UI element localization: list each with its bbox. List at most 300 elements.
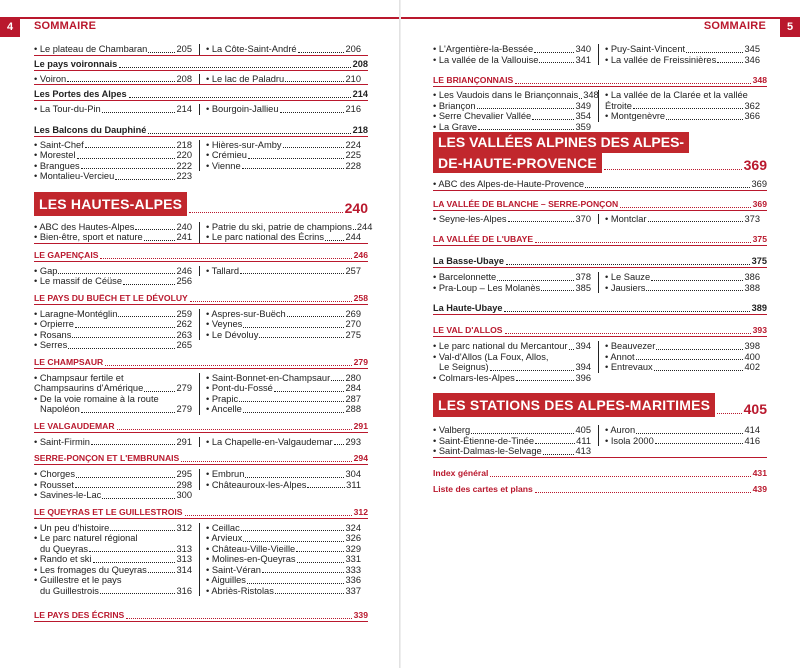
entry-title-line2	[605, 101, 760, 112]
entry-title: • Gap	[34, 265, 58, 276]
toc-entry[interactable]	[433, 283, 591, 294]
column-left	[34, 266, 196, 287]
section-title: Liste des cartes et plans	[433, 483, 533, 494]
section-title: LE PAYS DU BUËCH ET LE DÉVOLUY	[34, 292, 188, 303]
entry-columns	[433, 341, 767, 383]
toc-entry[interactable]	[34, 490, 192, 501]
toc-entry[interactable]	[605, 425, 760, 436]
column-left	[433, 90, 599, 132]
region-alpes-maritimes[interactable]	[433, 393, 767, 417]
entry-page-number: 208	[176, 73, 192, 84]
toc-entry[interactable]	[605, 90, 760, 111]
section-pays-voironnais[interactable]	[34, 59, 368, 70]
column-left	[34, 437, 196, 448]
dot-leader	[77, 158, 176, 159]
index-general-link[interactable]	[433, 468, 767, 479]
toc-entry[interactable]	[34, 171, 192, 182]
section-brianconnais[interactable]	[433, 75, 767, 86]
entry-title: • Prapic	[206, 393, 239, 404]
entry-page-number: 354	[575, 111, 591, 121]
entry-title-line1: • Val-d'Allos (La Foux, Allos,	[433, 351, 549, 362]
dot-leader	[148, 572, 176, 573]
toc-entry[interactable]	[433, 179, 767, 190]
section-title: La Basse-Ubaye	[433, 256, 504, 266]
toc-entry[interactable]	[34, 340, 192, 351]
entry-title: • Pont-du-Fossé	[206, 383, 273, 393]
toc-entry[interactable]	[433, 436, 591, 447]
toc-entry[interactable]	[34, 276, 192, 287]
section-basse-ubaye[interactable]	[433, 256, 767, 267]
section-buech[interactable]	[34, 293, 368, 304]
entry-columns	[433, 214, 767, 225]
entry-page-number: 348	[583, 90, 599, 100]
toc-entry[interactable]	[34, 319, 192, 330]
entry-page-number: 373	[744, 213, 760, 224]
entry-title: • Arvieux	[206, 533, 243, 543]
toc-entry[interactable]	[206, 221, 373, 233]
section-page-number: 339	[353, 610, 368, 620]
entry-page-number: 366	[744, 111, 760, 121]
entry-title: • Veynes	[206, 319, 243, 329]
entry-title: • Ancelle	[206, 404, 242, 414]
section-page-number: 218	[352, 124, 368, 135]
entry-page-number: 336	[345, 575, 361, 585]
dot-leader	[535, 443, 575, 444]
dot-leader	[110, 530, 175, 531]
dot-leader	[239, 401, 344, 402]
region-title-row2	[433, 153, 767, 173]
entry-columns	[34, 74, 368, 85]
entry-title: • Montgenèvre	[605, 111, 666, 121]
column-right	[199, 523, 361, 597]
section-page-number: 439	[752, 483, 767, 494]
toc-entry[interactable]	[605, 283, 760, 294]
dot-leader	[585, 187, 750, 188]
entry-title: • Les fromages du Queyras	[34, 564, 147, 575]
entry-page-number: 300	[176, 490, 192, 500]
section-portes-des-alpes[interactable]	[34, 89, 368, 100]
entry-page-number: 288	[345, 404, 361, 414]
dot-leader	[506, 264, 750, 265]
section-title: LA VALLÉE DE BLANCHE – SERRE-PONÇON	[433, 198, 619, 209]
dot-leader	[646, 290, 743, 291]
toc-entry[interactable]	[34, 161, 192, 172]
toc-entry[interactable]	[34, 232, 192, 243]
section-page-number: 431	[752, 467, 767, 478]
dot-leader	[102, 112, 176, 113]
entry-title: • Hières-sur-Amby	[206, 139, 282, 150]
column-left	[34, 104, 196, 115]
section-vallee-ubaye[interactable]	[433, 234, 767, 245]
right-page	[433, 44, 767, 495]
section-rule	[34, 621, 368, 622]
toc-entry[interactable]	[206, 586, 361, 597]
entry-title: • Barcelonnette	[433, 272, 497, 282]
toc-entry[interactable]	[433, 425, 591, 436]
toc-entry[interactable]	[34, 74, 192, 85]
section-title: Index général	[433, 467, 489, 478]
entry-title-line1: • Guillestre et le pays	[34, 575, 122, 585]
toc-entry[interactable]	[34, 309, 192, 320]
section-valgaudemar[interactable]	[34, 421, 368, 432]
dot-leader	[262, 572, 345, 573]
toc-entry[interactable]	[34, 330, 192, 341]
entry-page-number: 275	[345, 329, 361, 340]
entry-title: • Montalieu-Vercieu	[34, 171, 115, 181]
dot-leader	[283, 147, 345, 148]
toc-entry[interactable]	[34, 469, 192, 480]
entry-columns	[433, 425, 767, 457]
entry-page-number: 398	[744, 341, 760, 351]
column-left	[433, 214, 595, 225]
entry-title: • Chorges	[34, 469, 75, 479]
toc-entry[interactable]	[34, 150, 192, 161]
toc-entry[interactable]	[206, 161, 361, 172]
section-page-number: 214	[352, 89, 368, 99]
entry-title: • Embrun	[206, 469, 245, 479]
entry-columns	[34, 104, 368, 115]
toc-entry[interactable]	[206, 575, 361, 586]
entry-title: • Aspres-sur-Buëch	[206, 308, 286, 319]
dot-leader	[259, 337, 344, 338]
section-title: LE VALGAUDEMAR	[34, 420, 115, 431]
toc-entry[interactable]	[433, 214, 591, 225]
spacer	[433, 65, 767, 75]
toc-entry[interactable]	[206, 266, 361, 277]
section-title: Les Portes des Alpes	[34, 89, 127, 99]
entry-page-number: 312	[176, 522, 192, 533]
entry-page-number: 386	[744, 272, 760, 282]
dot-leader	[539, 62, 574, 63]
entry-title: • La Côte-Saint-André	[206, 44, 297, 54]
toc-entry[interactable]	[34, 266, 192, 277]
spacer	[34, 115, 368, 125]
toc-entry[interactable]	[34, 523, 192, 534]
column-right	[199, 74, 361, 85]
entry-page-number: 416	[744, 435, 760, 446]
toc-entry[interactable]	[605, 55, 760, 66]
toc-entry[interactable]	[206, 544, 361, 555]
entry-title: • Rosans	[34, 329, 72, 340]
toc-entry[interactable]	[605, 214, 760, 225]
entry-columns	[34, 44, 368, 55]
toc-entry[interactable]	[206, 150, 361, 161]
toc-entry[interactable]	[34, 222, 192, 233]
entry-page-number: 402	[744, 362, 760, 372]
entry-columns	[34, 523, 368, 597]
section-page-number: 208	[352, 58, 368, 69]
section-page-number: 393	[752, 325, 767, 335]
entry-title: • Saint-Dalmas-le-Selvage	[433, 446, 542, 456]
entry-title: • Le parc national des Écrins	[206, 232, 324, 242]
entry-columns	[34, 309, 368, 351]
toc-entry[interactable]	[433, 111, 591, 122]
dot-leader	[534, 52, 574, 53]
entry-title: • Briançon	[433, 100, 476, 111]
entry-page-number: 284	[345, 383, 361, 393]
entry-page-number: 304	[345, 469, 361, 479]
region-hautes-alpes[interactable]	[34, 192, 368, 216]
entry-title: • Valberg	[433, 425, 471, 435]
entry-page-number: 311	[346, 479, 361, 490]
dot-leader	[126, 618, 351, 619]
dot-leader	[477, 108, 575, 109]
toc-entry[interactable]	[34, 140, 192, 151]
entry-page-number: 298	[176, 479, 192, 490]
dot-leader	[243, 541, 344, 542]
toc-entry[interactable]	[206, 554, 361, 565]
toc-entry[interactable]	[34, 44, 192, 55]
toc-entry[interactable]	[34, 565, 192, 576]
column-right	[598, 341, 760, 373]
entry-page-number: 394	[575, 362, 591, 372]
entry-title: • Crémieu	[206, 150, 247, 160]
toc-entry[interactable]	[433, 101, 591, 112]
dot-leader	[91, 444, 176, 445]
dot-leader	[297, 562, 345, 563]
dot-leader	[298, 52, 345, 53]
entry-title: • Ceillac	[206, 522, 240, 533]
entry-page-number: 269	[345, 308, 361, 319]
dot-leader	[72, 337, 175, 338]
dot-leader	[144, 240, 176, 241]
dot-leader	[247, 583, 345, 584]
region-title-line2: DE-HAUTE-PROVENCE	[433, 153, 602, 173]
toc-entry[interactable]	[206, 565, 361, 576]
toc-entry[interactable]	[206, 394, 361, 405]
section-val-allos[interactable]	[433, 325, 767, 336]
spacer	[433, 315, 767, 325]
toc-entry[interactable]	[34, 394, 192, 415]
region-title-line1: LES VALLÉES ALPINES DES ALPES-	[433, 132, 689, 153]
dot-leader	[532, 119, 574, 120]
toc-entry[interactable]	[206, 140, 361, 151]
toc-entry[interactable]	[206, 373, 361, 384]
entry-page-number: 214	[176, 104, 192, 114]
toc-entry[interactable]	[433, 373, 591, 384]
dot-leader	[148, 52, 175, 53]
entry-title: • Pra-Loup – Les Molanès	[433, 282, 541, 293]
toc-entry[interactable]	[206, 533, 361, 544]
toc-entry[interactable]	[206, 309, 361, 320]
dot-leader	[654, 370, 744, 371]
section-serre-poncon[interactable]	[34, 453, 368, 464]
entry-title-line1: • Le parc naturel régional	[34, 533, 138, 543]
entry-title: • Le Sauze	[605, 272, 651, 282]
spacer	[433, 293, 767, 303]
entry-page-number: 246	[176, 265, 192, 276]
dot-leader	[543, 454, 575, 455]
toc-entry[interactable]	[34, 575, 192, 596]
section-queyras[interactable]	[34, 507, 368, 518]
entry-page-number: 362	[744, 100, 760, 111]
entry-page-number: 405	[575, 425, 591, 435]
toc-entry[interactable]	[433, 44, 591, 55]
toc-entry[interactable]	[433, 341, 591, 352]
entry-title: • Aiguilles	[206, 575, 246, 585]
dot-leader	[181, 461, 351, 462]
toc-entry[interactable]	[605, 362, 760, 373]
toc-entry[interactable]	[206, 330, 361, 341]
toc-entry[interactable]	[206, 404, 361, 415]
toc-entry[interactable]	[206, 44, 361, 55]
entry-page-number: 394	[575, 341, 591, 351]
toc-entry[interactable]	[605, 272, 760, 283]
entry-page-number: 400	[744, 351, 760, 362]
entry-title: • Saint-Véran	[206, 564, 261, 575]
entry-page-number: 287	[345, 393, 361, 404]
toc-entry[interactable]	[206, 480, 361, 491]
toc-entry[interactable]	[34, 437, 192, 448]
entry-title: • Orpierre	[34, 319, 74, 329]
toc-entry[interactable]	[433, 90, 599, 101]
dot-leader	[148, 133, 350, 134]
toc-entry[interactable]	[605, 436, 760, 447]
spacer	[433, 224, 767, 234]
entry-title: • Le Dévoluy	[206, 329, 259, 340]
dot-leader	[490, 476, 750, 477]
entry-title: • Saint-Étienne-de-Tinée	[433, 435, 535, 446]
section-haute-ubaye[interactable]	[433, 303, 767, 314]
region-page-number: 405	[743, 401, 767, 417]
section-page-number: 312	[353, 506, 368, 517]
region-title: LES STATIONS DES ALPES-MARITIMES	[433, 393, 715, 417]
entry-columns	[34, 373, 368, 415]
entry-page-number: 369	[751, 179, 767, 189]
entry-title: • Vienne	[206, 160, 241, 171]
toc-entry[interactable]	[206, 469, 361, 480]
dot-leader	[129, 97, 351, 98]
entry-page-number: 313	[176, 543, 192, 554]
entry-title: • Beauvezer	[605, 341, 656, 351]
dot-leader	[579, 98, 582, 99]
column-right	[199, 44, 361, 55]
entry-title: • Jausiers	[605, 282, 646, 293]
section-pays-des-ecrins[interactable]	[34, 610, 368, 621]
dot-leader	[655, 443, 744, 444]
toc-entry[interactable]	[605, 352, 760, 363]
section-title: LE PAYS DES ÉCRINS	[34, 610, 125, 620]
section-title: LE GAPENÇAIS	[34, 249, 99, 260]
column-left	[34, 140, 196, 182]
entry-page-number: 280	[345, 372, 361, 383]
toc-entry[interactable]	[605, 44, 760, 55]
entry-page-number: 225	[345, 150, 361, 160]
entry-page-number: 228	[345, 160, 361, 171]
column-right	[598, 214, 760, 225]
entry-title: • Châteauroux-les-Alpes	[206, 479, 307, 490]
spacer	[34, 602, 368, 610]
entry-title: Champsaurins d'Amérique	[34, 383, 144, 393]
toc-entry[interactable]	[206, 523, 361, 534]
toc-entry[interactable]	[433, 446, 591, 457]
dot-leader	[58, 273, 175, 274]
entry-title: • Puy-Saint-Vincent	[605, 44, 686, 54]
toc-entry[interactable]	[34, 554, 192, 565]
dot-leader	[76, 477, 176, 478]
left-page	[34, 44, 373, 622]
entry-page-number: 388	[744, 282, 760, 293]
entry-columns	[34, 221, 373, 243]
toc-entry[interactable]	[433, 272, 591, 283]
dot-leader	[280, 112, 345, 113]
column-right	[598, 90, 760, 122]
dot-leader	[717, 62, 743, 63]
dot-leader	[190, 301, 352, 302]
dot-leader	[85, 147, 176, 148]
dot-leader	[535, 492, 751, 493]
section-page-number: 294	[353, 453, 368, 463]
entry-page-number: 257	[345, 265, 361, 276]
toc-entry[interactable]	[34, 373, 192, 394]
toc-entry[interactable]	[433, 122, 591, 133]
dot-leader	[331, 380, 344, 381]
entry-title: Le Seignus)	[439, 362, 489, 372]
entry-page-number: 329	[345, 543, 361, 554]
section-page-number: 389	[751, 303, 767, 313]
dot-leader	[296, 551, 344, 552]
section-vallee-de-blanche[interactable]	[433, 199, 767, 210]
right-running-title: SOMMAIRE	[703, 20, 766, 32]
toc-entry[interactable]	[34, 104, 192, 115]
toc-entry[interactable]	[433, 352, 591, 373]
column-right	[199, 309, 361, 341]
section-champsaur[interactable]	[34, 357, 368, 368]
dot-leader	[478, 129, 574, 130]
entry-columns	[433, 44, 767, 65]
entry-title: Étroite	[605, 100, 632, 111]
entry-title: • L'Argentière-la-Bessée	[433, 44, 534, 54]
entry-page-number: 240	[176, 221, 192, 232]
column-right	[199, 266, 361, 277]
entry-title: • Morestel	[34, 150, 76, 160]
dot-leader	[117, 429, 352, 430]
toc-entry[interactable]	[206, 74, 361, 85]
toc-entry[interactable]	[206, 383, 361, 394]
toc-entry[interactable]	[433, 55, 591, 66]
liste-cartes-plans-link[interactable]	[433, 484, 767, 495]
section-balcons-du-dauphine[interactable]	[34, 125, 368, 136]
spacer	[433, 246, 767, 256]
entry-page-number: 316	[176, 585, 192, 596]
column-right	[199, 140, 361, 172]
entry-title: • La Grave	[433, 121, 478, 132]
column-left	[34, 74, 196, 85]
toc-entry[interactable]	[206, 232, 361, 243]
toc-entry[interactable]	[34, 480, 192, 491]
entry-title: du Queyras	[40, 543, 89, 554]
dot-leader	[535, 242, 751, 243]
toc-entry[interactable]	[206, 437, 361, 448]
entry-page-number: 411	[576, 435, 591, 446]
region-page-number: 369	[743, 157, 767, 173]
entry-title: • Bien-être, sport et nature	[34, 232, 143, 242]
toc-entry[interactable]	[34, 533, 192, 554]
dot-leader	[102, 498, 175, 499]
toc-entry[interactable]	[605, 111, 760, 122]
entry-title: • Molines-en-Queyras	[206, 554, 296, 564]
entry-page-number: 340	[575, 44, 591, 54]
toc-entry[interactable]	[206, 104, 361, 115]
toc-entry[interactable]	[605, 341, 760, 352]
column-left	[433, 341, 595, 383]
column-right	[598, 44, 760, 65]
section-page-number: 258	[353, 292, 368, 303]
region-haute-provence[interactable]	[433, 132, 767, 173]
spacer	[433, 417, 767, 425]
toc-entry[interactable]	[206, 319, 361, 330]
section-gapencais[interactable]	[34, 250, 368, 261]
